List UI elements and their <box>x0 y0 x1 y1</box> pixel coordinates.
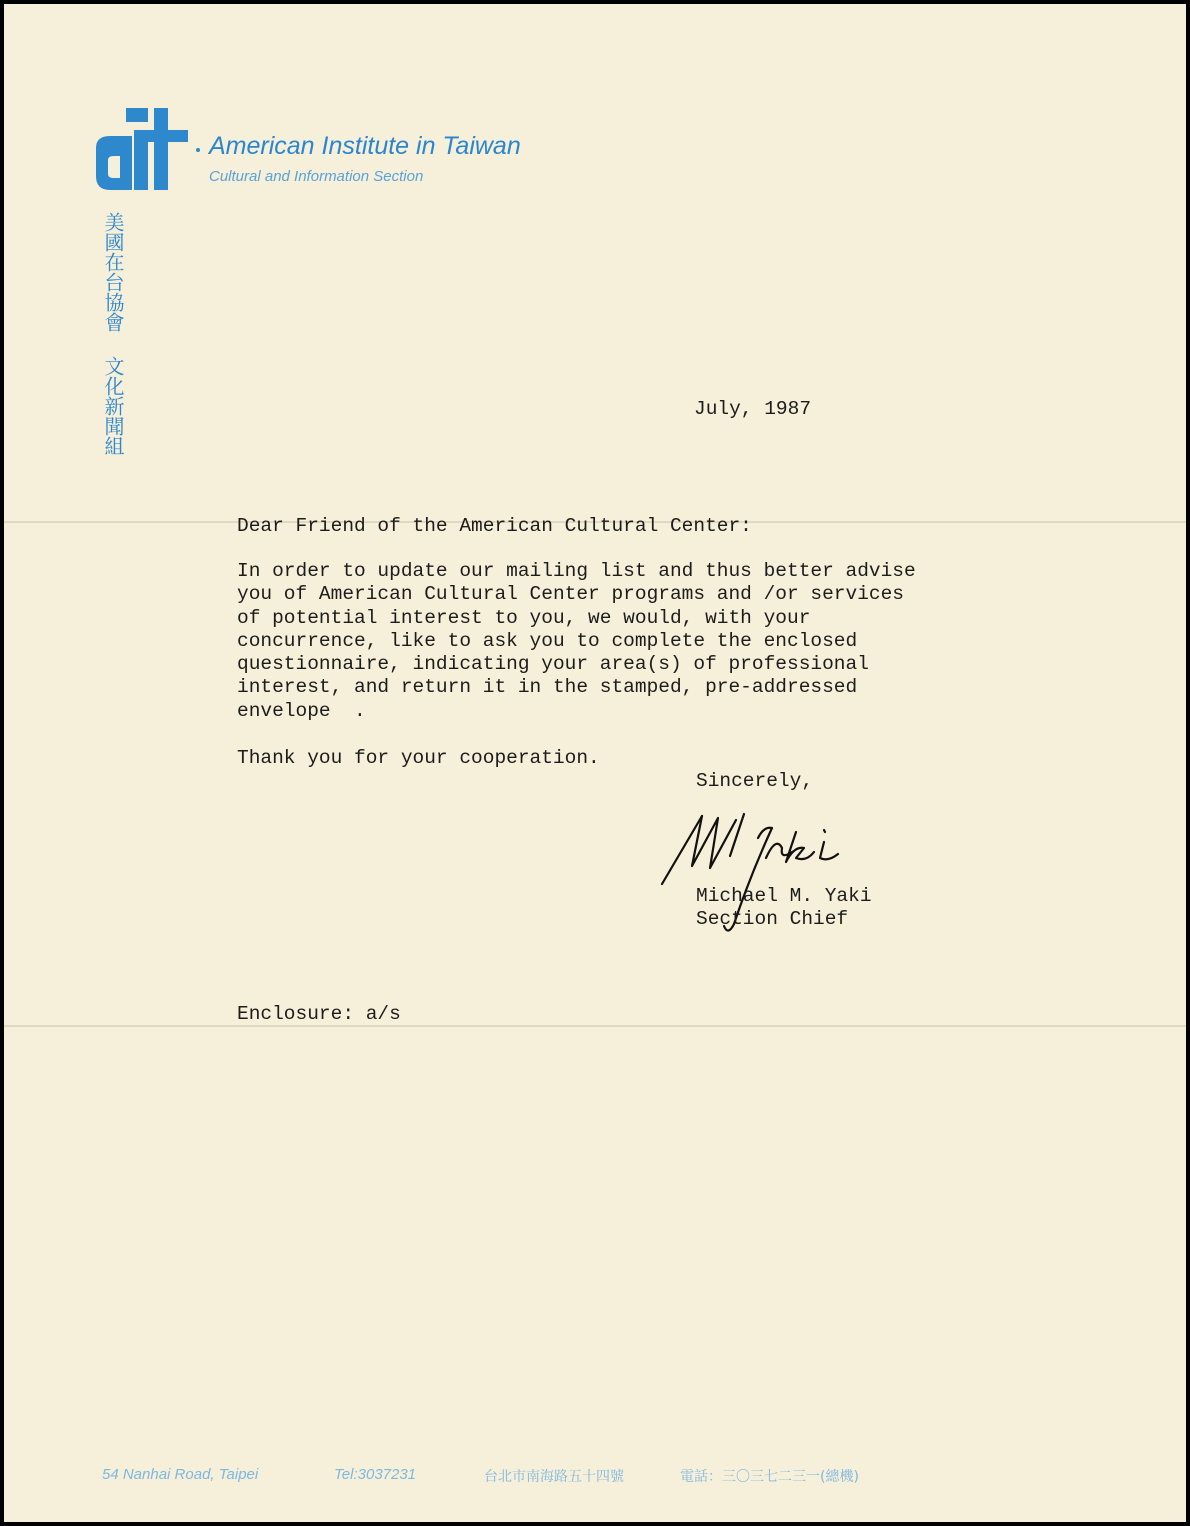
footer-telephone: Tel:3037231 <box>334 1466 417 1483</box>
ait-logo <box>96 108 192 190</box>
signer-title: Section Chief <box>696 908 849 930</box>
letter-date: July, 1987 <box>694 398 812 420</box>
thanks-line: Thank you for your cooperation. <box>237 747 600 769</box>
footer-telephone-chinese: 電話：三〇三七二三一(總機) <box>680 1469 859 1485</box>
footer-address-chinese: 台北市南海路五十四號 <box>484 1469 624 1485</box>
institute-name: American Institute in Taiwan <box>209 132 521 160</box>
institute-section: Cultural and Information Section <box>209 168 424 185</box>
enclosure-note: Enclosure: a/s <box>237 1003 401 1025</box>
footer-address: 54 Nanhai Road, Taipei <box>102 1466 259 1483</box>
fold-line <box>4 1025 1186 1027</box>
chinese-letterhead: 美國在台協會 文化新聞組 <box>101 212 125 456</box>
signer-name: Michael M. Yaki <box>696 885 872 907</box>
letter-body: In order to update our mailing list and thus better advise you of American Cultural Center programs and /or services of potential interest to you, we would, with your concurrence, like to ask you to complete the enclosed questionnaire, indicating your area(s) of professional interest, and return it in the stamped, pre-addressed envelope . <box>237 560 916 722</box>
salutation: Dear Friend of the American Cultural Center: <box>237 515 752 537</box>
brand-dot <box>196 148 200 152</box>
letter-page <box>4 4 1186 1522</box>
closing: Sincerely, <box>696 770 814 792</box>
